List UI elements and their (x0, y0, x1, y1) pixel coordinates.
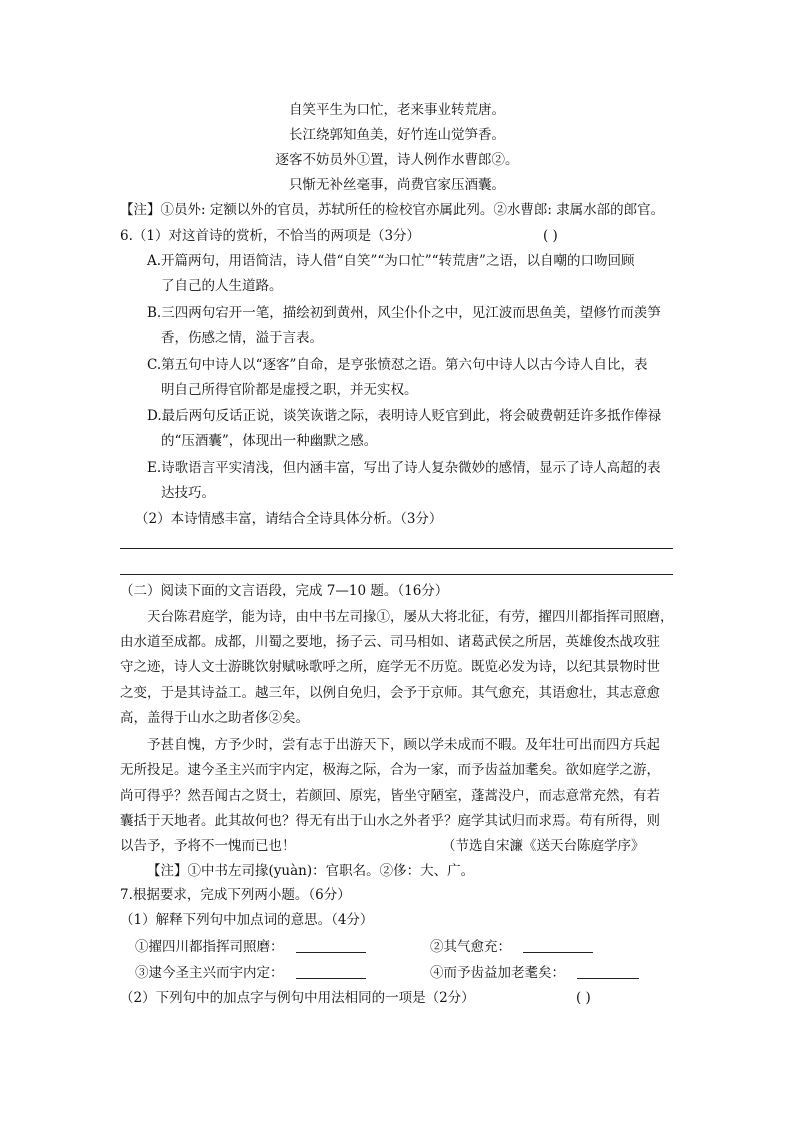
passage-para2-line5: 以告予，予将不一愧而已也！ (120, 838, 296, 854)
q7-item-2-blank[interactable] (523, 938, 593, 953)
passage-source: （节选自宋濂《送天台陈庭学序》 (442, 838, 645, 854)
q7-item-4-label: ④而予齿益加老耄矣： (430, 965, 565, 981)
passage-para1-line2: 由水道至成都。成都，川蜀之要地，扬子云、司马相如、诸葛武侯之所居，英雄俊杰战攻驻 (120, 634, 660, 650)
q7-item-3-label: ③逮今圣主兴而宇内定： (135, 965, 284, 981)
poem-line-1: 自笑平生为口忙，老来事业转荒唐。 (289, 102, 505, 118)
poem-note: 【注】①员外: 定额以外的官员，苏轼所任的检校官亦属此列。②水曹郎: 隶属水部的郎官。 (120, 202, 665, 218)
answer-line[interactable] (120, 548, 673, 549)
q7-item-1-blank[interactable] (296, 938, 366, 953)
poem-line-2: 长江绕郭知鱼美，好竹连山觉笋香。 (289, 127, 505, 143)
q7-item-3-blank[interactable] (296, 964, 366, 979)
q7-item-2-label: ②其气愈充： (430, 939, 511, 955)
q7-stem: 7.根据要求，完成下列两小题。（6分） (120, 887, 351, 903)
q7-item-3 (135, 964, 366, 982)
q6-part2: （2）本诗情感丰富，请结合全诗具体分析。（3分） (135, 511, 443, 527)
answer-line[interactable] (120, 574, 673, 575)
q6-answer-bracket[interactable]: ( ) (543, 228, 558, 244)
q6-option-e-line2: 达技巧。 (161, 485, 215, 501)
q6-option-a-line1: A.开篇两句，用语简洁，诗人借“自笑”“为口忙”“转荒唐”之语，以自嘲的口吻回顾 (147, 253, 635, 269)
passage-para1-line4: 之变，于是其诗益工。越三年，以例自免归，会予于京师。其气愈充，其语愈壮，其志意愈 (120, 685, 660, 701)
section2-heading: （二）阅读下面的文言语段，完成 7—10 题。（16分） (120, 583, 449, 599)
q7-part1: （1）解释下列句中加点词的意思。（4分） (120, 912, 374, 928)
q7-item-4 (430, 964, 639, 982)
q6-option-b-line1: B.三四两句宕开一笔，描绘初到黄州，风尘仆仆之中，见江波而思鱼美，望修竹而羡笋 (147, 305, 661, 321)
q6-option-c-line1: C.第五句中诗人以“逐客”自命，是亨张愤怼之语。第六句中诗人以古今诗人自比，表 (147, 357, 648, 373)
poem-line-3: 逐客不妨员外①置，诗人例作水曹郎②。 (275, 152, 519, 168)
passage-note: 【注】①中书左司掾(yuàn)：官职名。②侈：大、广。 (147, 863, 475, 879)
q7-item-2 (430, 938, 593, 956)
passage-para2-line4: 囊括于天地者。此其故何也？得无有出于山水之外者乎？庭学其试归而求焉。苟有所得，则 (120, 813, 660, 829)
passage-para1-line3: 守之迹，诗人文士游眺饮射赋咏歌呼之所，庭学无不历览。既览必发为诗，以纪其景物时世 (120, 659, 660, 675)
passage-para1-line5: 高，盖得于山水之助者侈②矣。 (120, 710, 309, 726)
q6-option-b-line2: 香，伤感之情，溢于言表。 (161, 330, 323, 346)
q6-option-e-line1: E.诗歌语言平实清浅，但内涵丰富，写出了诗人复杂微妙的感情，显示了诗人高超的表 (147, 460, 661, 476)
q6-stem: 6.（1）对这首诗的赏析，不恰当的两项是（3分） (120, 228, 421, 244)
q7-answer-bracket[interactable]: ( ) (576, 990, 591, 1006)
q7-item-4-blank[interactable] (577, 964, 639, 979)
passage-para2-line2: 无所投足。逮今圣主兴而宇内定，极海之际，合为一家，而予齿益加耄矣。欲如庭学之游， (120, 762, 660, 778)
q6-option-a-line2: 了自己的人生道路。 (161, 278, 283, 294)
q7-item-1-label: ①擢四川都指挥司照磨： (135, 939, 284, 955)
passage-para2-line1: 予甚自愧，方予少时，尝有志于出游天下，顾以学未成而不暇。及年壮可出而四方兵起 (147, 737, 660, 753)
passage-para1-line1: 天台陈君庭学，能为诗，由中书左司掾①，屡从大将北征，有劳，擢四川都指挥司照磨， (147, 609, 674, 625)
poem-line-4: 只惭无补丝毫事，尚费官家压酒囊。 (289, 177, 505, 193)
q6-option-d-line1: D.最后两句反话正说，谈笑诙谐之际，表明诗人贬官到此，将会破费朝廷许多抵作俸禄 (147, 408, 662, 424)
passage-para2-line3: 尚可得乎？然吾闻古之贤士，若颜回、原宪，皆坐守陋室，蓬蒿没户，而志意常充然，有若 (120, 788, 660, 804)
q7-item-1 (135, 938, 366, 956)
q6-option-c-line2: 明自己所得官阶都是虚授之职，并无实权。 (161, 382, 418, 398)
q6-option-d-line2: 的“压酒囊”，体现出一种幽默之感。 (161, 433, 378, 449)
q7-part2: （2）下列句中的加点字与例句中用法相同的一项是（2分） (120, 990, 475, 1006)
